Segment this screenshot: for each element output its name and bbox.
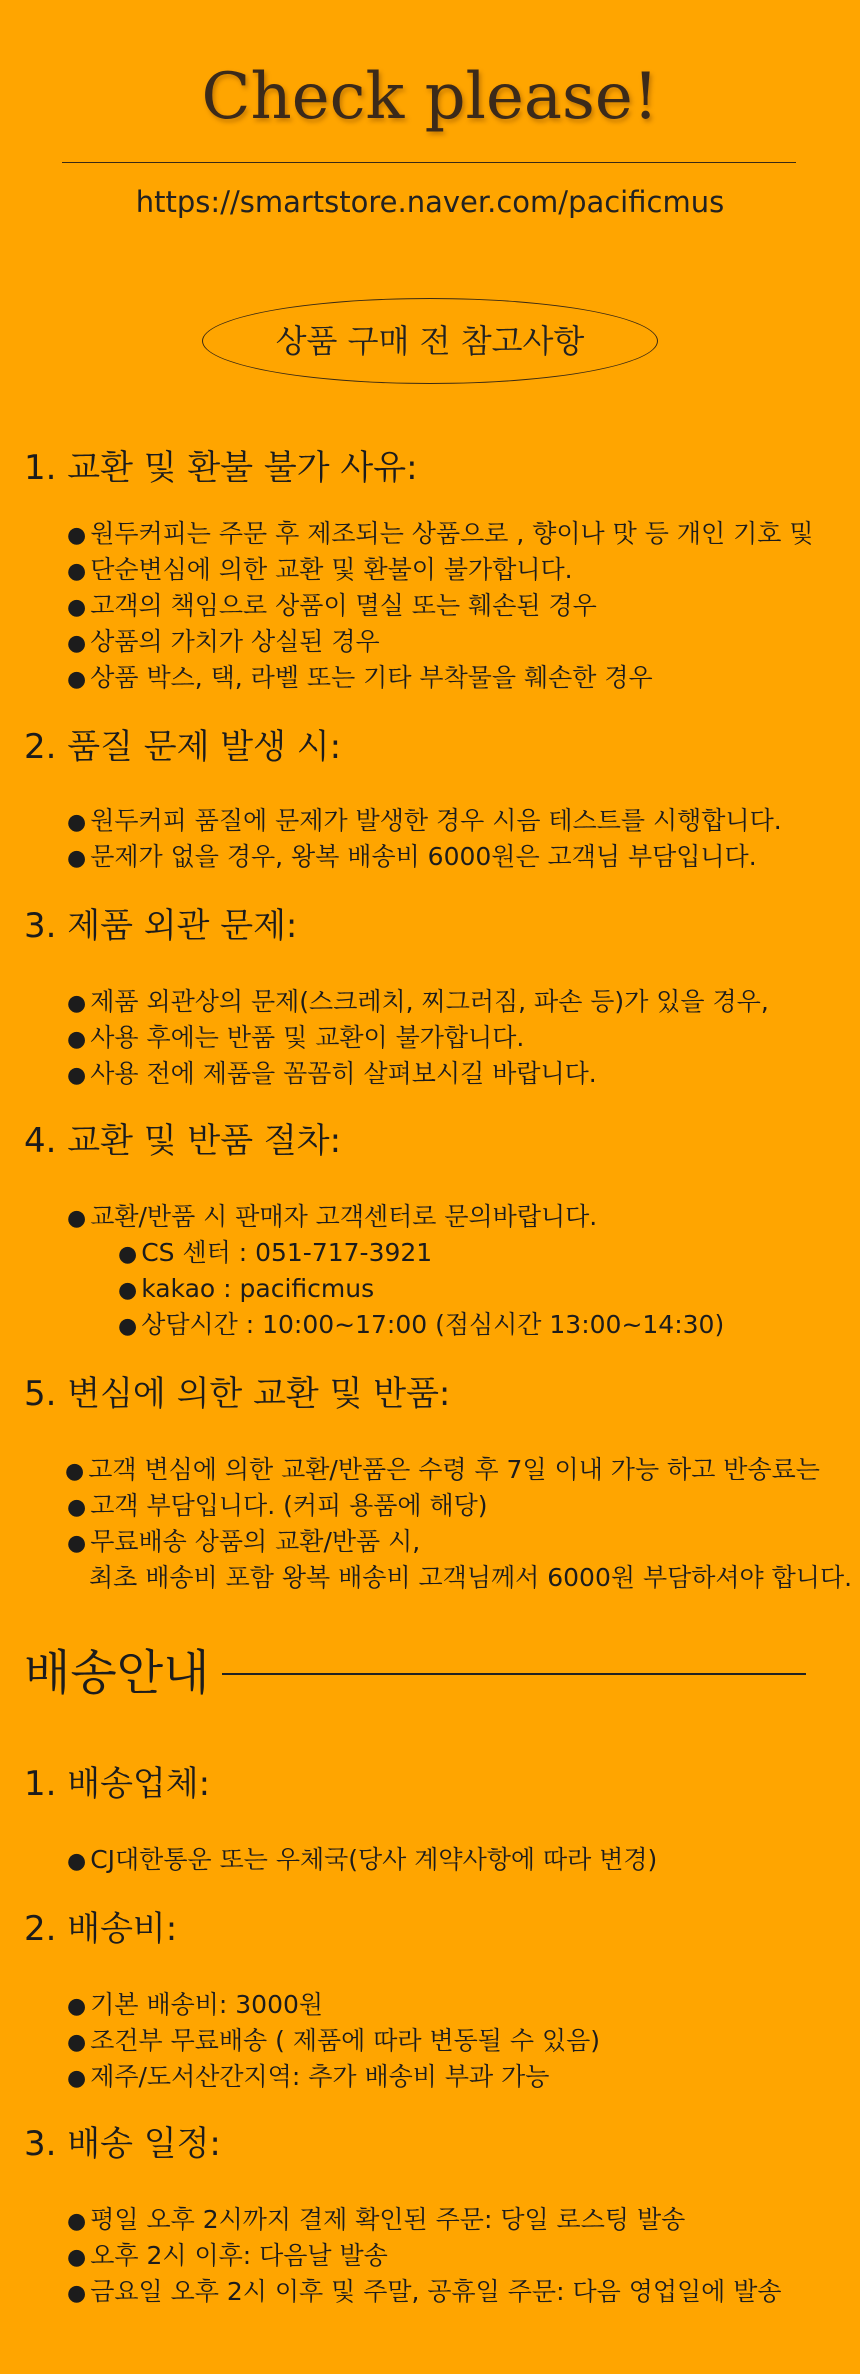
list-item: ● 제품 외관상의 문제(스크레치, 찌그러짐, 파손 등)가 있을 경우, [67,987,769,1016]
bullet-icon: ● [67,991,87,1016]
bullet-icon: ● [67,2245,87,2270]
bullet-icon: ● [67,1849,87,1874]
list-item: ● CJ대한통운 또는 우체국(당사 계약사항에 따라 변경) [67,1845,658,1874]
list-item-continuation: 최초 배송비 포함 왕복 배송비 고객님께서 6000원 부담하셔야 합니다. [89,1563,853,1592]
list-item: ● 조건부 무료배송 ( 제품에 따라 변동될 수 있음) [67,2026,601,2055]
bullet-icon: ● [67,2066,87,2091]
list-item: ● 상품 박스, 택, 라벨 또는 기타 부착물을 훼손한 경우 [67,663,653,692]
list-item: ● 원두커피는 주문 후 제조되는 상품으로 , 향이나 맛 등 개인 기호 및 [67,519,814,548]
bullet-icon: ● [67,846,87,871]
bullet-icon: ● [65,1459,85,1484]
bullet-icon: ● [67,667,87,692]
shipping-title: 배송안내 [24,1645,210,1701]
list-item: ● 무료배송 상품의 교환/반품 시, [67,1527,421,1556]
list-item: ● 원두커피 품질에 문제가 발생한 경우 시음 테스트를 시행합니다. [67,806,782,835]
section-heading-carrier: 1. 배송업체: [24,1764,211,1804]
bullet-icon: ● [67,1994,87,2019]
section-heading-change-of-mind: 5. 변심에 의한 교환 및 반품: [24,1374,451,1414]
list-item-cs-center: ● CS 센터 : 051-717-3921 [118,1238,433,1267]
bullet-icon: ● [118,1242,138,1267]
bullet-icon: ● [118,1278,138,1303]
bullet-icon: ● [67,1063,87,1088]
list-item: ● 단순변심에 의한 교환 및 환불이 불가합니다. [67,555,573,584]
bullet-icon: ● [67,631,87,656]
list-item: ● 오후 2시 이후: 다음날 발송 [67,2241,388,2270]
bullet-icon: ● [67,1495,87,1520]
bullet-icon: ● [67,523,87,548]
list-item: ● 고객의 책임으로 상품이 멸실 또는 훼손된 경우 [67,591,597,620]
section-heading-shipping-fee: 2. 배송비: [24,1909,178,1949]
bullet-icon: ● [67,2209,87,2234]
list-item-kakao: ● kakao : pacificmus [118,1274,375,1303]
list-item: ● 금요일 오후 2시 이후 및 주말, 공휴일 주문: 다음 영업일에 발송 [67,2277,782,2306]
list-item: ● 사용 후에는 반품 및 교환이 불가합니다. [67,1023,525,1052]
store-url: https://smartstore.naver.com/pacificmus [135,185,725,219]
bullet-icon: ● [67,810,87,835]
bullet-icon: ● [67,559,87,584]
title-divider [62,162,796,163]
list-item: ● 상품의 가치가 상실된 경우 [67,627,380,656]
notice-label: 상품 구매 전 참고사항 [275,322,585,360]
list-item: ● 교환/반품 시 판매자 고객센터로 문의바랍니다. [67,1202,598,1231]
list-item: ● 문제가 없을 경우, 왕복 배송비 6000원은 고객님 부담입니다. [67,842,757,871]
bullet-icon: ● [67,1531,87,1556]
bullet-icon: ● [118,1314,138,1339]
list-item: ● 고객 변심에 의한 교환/반품은 수령 후 7일 이내 가능 하고 반송료는 [65,1455,820,1484]
bullet-icon: ● [67,2281,87,2306]
section-heading-refund: 1. 교환 및 환불 불가 사유: [24,448,418,488]
list-item: ● 고객 부담입니다. (커피 용품에 해당) [67,1491,488,1520]
list-item: ● 기본 배송비: 3000원 [67,1990,324,2019]
bullet-icon: ● [67,595,87,620]
page-title: Check please! [201,60,659,134]
section-heading-quality: 2. 품질 문제 발생 시: [24,727,342,767]
section-heading-procedure: 4. 교환 및 반품 절차: [24,1121,342,1161]
list-item: ● 평일 오후 2시까지 결제 확인된 주문: 당일 로스팅 발송 [67,2205,686,2234]
bullet-icon: ● [67,2030,87,2055]
list-item-hours: ● 상담시간 : 10:00~17:00 (점심시간 13:00~14:30) [118,1310,725,1339]
list-item: ● 사용 전에 제품을 꼼꼼히 살펴보시길 바랍니다. [67,1059,597,1088]
list-item: ● 제주/도서산간지역: 추가 배송비 부과 가능 [67,2062,550,2091]
section-heading-schedule: 3. 배송 일정: [24,2124,221,2164]
shipping-divider [222,1673,806,1675]
bullet-icon: ● [67,1206,87,1231]
bullet-icon: ● [67,1027,87,1052]
section-heading-appearance: 3. 제품 외관 문제: [24,906,298,946]
